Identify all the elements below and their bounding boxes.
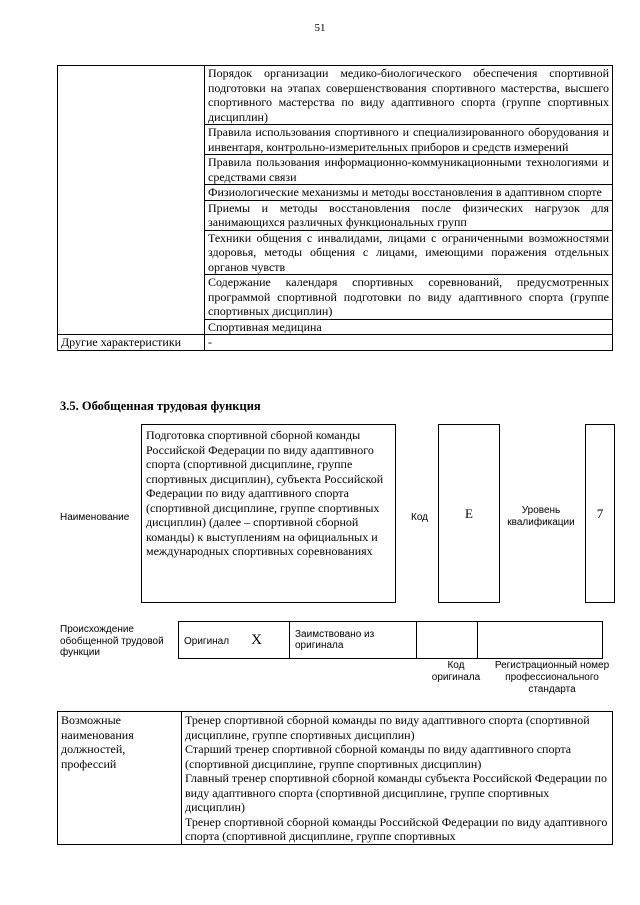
original-code-cell xyxy=(417,622,478,659)
knowledge-row: Правила использования спортивного и специализированного оборудования и инвентаря, контрольно-измерительных приборов и средств измерений xyxy=(205,125,613,155)
positions-label: Возможные наименования должностей, профессий xyxy=(58,712,182,845)
position-item: Тренер спортивной сборной команды Российской Федерации по виду адаптивного спорта (спортивной дисциплине, группе спортивных xyxy=(185,814,608,843)
knowledge-label-cell xyxy=(58,66,205,335)
registration-number-cell xyxy=(478,622,603,659)
name-label: Наименование xyxy=(60,512,130,523)
knowledge-row: Физиологические механизмы и методы восстановления в адаптивном спорте xyxy=(205,185,613,201)
knowledge-table xyxy=(57,65,613,351)
knowledge-row: Спортивная медицина xyxy=(205,319,613,335)
code-value: E xyxy=(438,424,500,603)
knowledge-row: Приемы и методы восстановления после физических нагрузок для занимающихся различных функциональных групп xyxy=(205,200,613,230)
original-label: Оригинал xyxy=(184,635,230,647)
origin-label: Происхождение обобщенной трудовой функции xyxy=(60,624,164,658)
page-number: 51 xyxy=(314,22,326,34)
position-item: Главный тренер спортивной сборной команды субъекта Российской Федерации по виду адаптивного спорта (спортивной дисциплине, группе спортивных дисциплин) xyxy=(185,771,607,814)
position-item: Старший тренер спортивной сборной команды по виду адаптивного спорта (спортивной дисциплине, группе спортивных дисциплин) xyxy=(185,742,572,771)
original-cell xyxy=(179,622,290,659)
qualification-level-value: 7 xyxy=(585,424,615,603)
origin-table xyxy=(178,621,603,659)
positions-table xyxy=(57,711,613,845)
registration-number-caption: Регистрационный номер профессионального стандарта xyxy=(494,660,610,695)
function-name-box: Подготовка спортивной сборной команды Российской Федерации по виду адаптивного спорта (спортивной дисциплине, группе спортивных дисциплин), субъекта Российской Федерации по виду адаптивного спорта (спортивной дисциплине, группе спортивных дисциплин) (далее – спортивной сборной команды) к выступлениям на официальных и международных спортивных соревнованиях xyxy=(141,424,396,603)
qualification-level-label: Уровень квалификации xyxy=(507,505,575,528)
knowledge-row: Порядок организации медико-биологического обеспечения спортивной подготовки на этапах совершенствования спортивного мастерства, высшего спортивного мастерства по виду адаптивного спорта (группе спортивных дисциплин) xyxy=(205,66,613,125)
knowledge-row: Правила пользования информационно-коммуникационными технологиями и средствами связи xyxy=(205,155,613,185)
original-mark: X xyxy=(251,631,262,648)
borrowed-label: Заимствовано из оригинала xyxy=(290,622,417,659)
section-title: 3.5. Обобщенная трудовая функция xyxy=(60,399,261,413)
positions-list xyxy=(182,712,613,845)
other-characteristics-label: Другие характеристики xyxy=(58,335,205,351)
original-code-caption: Код оригинала xyxy=(431,660,481,683)
code-label: Код xyxy=(411,512,429,523)
position-item: Тренер спортивной сборной команды по виду адаптивного спорта (спортивной дисциплине, группе спортивных дисциплин) xyxy=(185,713,590,742)
knowledge-row: Содержание календаря спортивных соревнований, предусмотренных программой спортивной подготовки по виду адаптивного спорта (группе спортивных дисциплин) xyxy=(205,275,613,320)
other-characteristics-value: - xyxy=(205,335,613,351)
knowledge-row: Техники общения с инвалидами, лицами с ограниченными возможностями здоровья, методы общения с лицами, имеющими поражения отдельных органов чувств xyxy=(205,230,613,275)
